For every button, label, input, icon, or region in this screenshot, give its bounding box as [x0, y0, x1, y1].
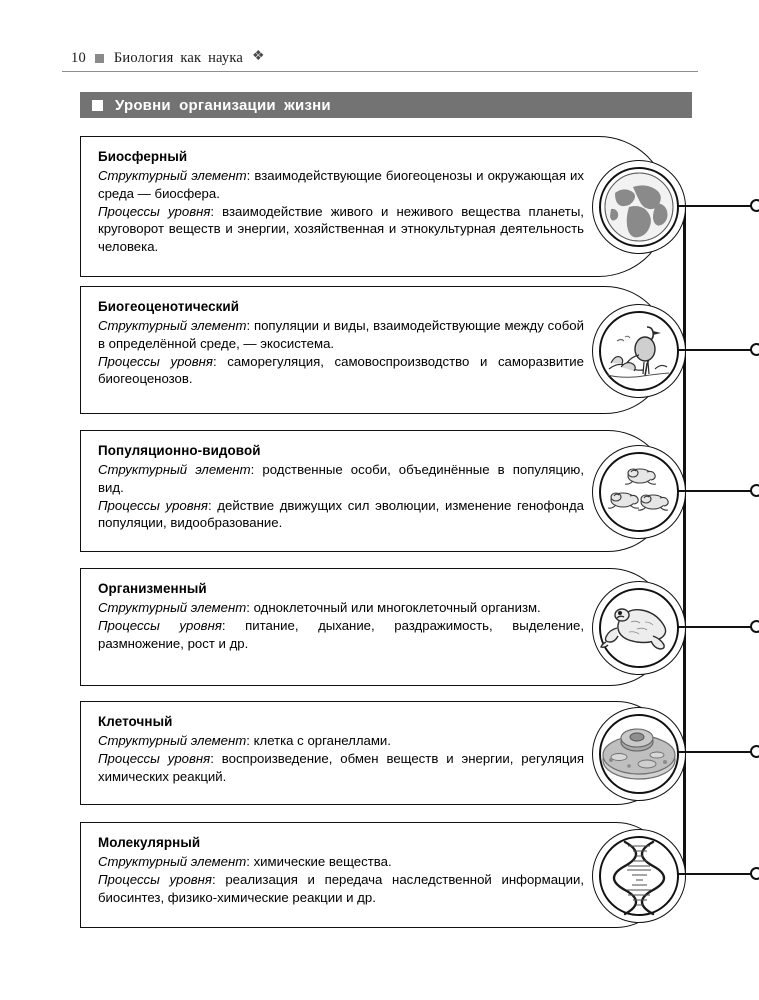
structural-element-text: : взаимодействующие биогеоценозы и окружающая их среда — биосфера. [98, 168, 584, 201]
level-processes-label: Процессы уровня [98, 353, 213, 369]
level-title: Биогеоценотический [98, 299, 240, 314]
level-processes-line [98, 353, 584, 389]
leaf-ornament-icon: ❖ [252, 49, 265, 64]
level-text-block [98, 148, 584, 256]
connector-node-ring-icon [750, 199, 759, 212]
level-processes-text: : взаимодействие живого и неживого вещества планеты, круговорот веществ и энергии, хозяйственная и этнокультурная деятельность человека. [98, 203, 584, 255]
level-processes-line [98, 497, 584, 533]
structural-element-text: : популяции и виды, взаимодействующие между собой в определённой среде, — экосистема. [98, 318, 584, 351]
level-processes-text: : питание, дыхание, раздражимость, выделение, размножение, рост и др. [98, 617, 584, 651]
level-title: Молекулярный [98, 835, 201, 850]
level-processes-label: Процессы уровня [98, 497, 208, 513]
level-structural-line [98, 599, 584, 617]
three-frogs-population-icon [592, 445, 686, 539]
level-title: Биосферный [98, 149, 188, 164]
gray-square-bullet-icon [95, 54, 104, 63]
connector-stub [677, 490, 753, 492]
level-structural-line [98, 167, 584, 203]
structural-element-label: Структурный элемент [98, 733, 247, 749]
connector-stub [677, 205, 753, 207]
white-square-bullet-icon [92, 100, 103, 111]
level-processes-line [98, 617, 584, 653]
structural-element-label: Структурный элемент [98, 168, 247, 184]
level-text-block [98, 298, 584, 388]
page-number: 10 [71, 49, 86, 66]
header-divider [62, 71, 698, 72]
level-processes-label: Процессы уровня [98, 617, 222, 633]
structural-element-text: : родственные особи, объединённые в популяцию, вид. [98, 462, 584, 495]
level-structural-line [98, 732, 584, 750]
level-title: Клеточный [98, 714, 173, 729]
connector-stub [677, 626, 753, 628]
level-processes-text: : реализация и передача наследственной информации, биосинтез, физико-химические реакции и др. [98, 871, 584, 905]
level-processes-label: Процессы уровня [98, 750, 211, 766]
dna-helix-icon [592, 829, 686, 923]
structural-element-text: : одноклеточный или многоклеточный организм. [246, 600, 541, 616]
level-title: Организменный [98, 581, 207, 596]
structural-element-label: Структурный элемент [98, 854, 247, 870]
connector-spine [683, 206, 686, 875]
connector-stub [677, 873, 753, 875]
connector-node-ring-icon [750, 343, 759, 356]
level-structural-line [98, 853, 584, 871]
section-title-bar [80, 92, 692, 118]
connector-stub [677, 349, 753, 351]
level-processes-text: : саморегуляция, самовоспроизводство и саморазвитие биогеоценозов. [98, 353, 584, 387]
running-head-title: Биология как наука [113, 49, 244, 66]
connector-stub [677, 751, 753, 753]
level-text-block [98, 834, 584, 906]
level-text-block [98, 580, 584, 652]
structural-element-label: Структурный элемент [98, 318, 247, 334]
level-processes-line [98, 750, 584, 786]
level-text-block [98, 713, 584, 785]
level-processes-label: Процессы уровня [98, 871, 212, 887]
single-frog-organism-icon [592, 581, 686, 675]
structural-element-text: : химические вещества. [246, 854, 392, 870]
running-head [71, 47, 688, 69]
structural-element-label: Структурный элемент [98, 600, 247, 616]
connector-node-ring-icon [750, 745, 759, 758]
level-title: Популяционно-видовой [98, 443, 261, 458]
level-processes-label: Процессы уровня [98, 203, 211, 219]
structural-element-label: Структурный элемент [98, 462, 251, 478]
level-text-block [98, 442, 584, 532]
animal-cell-icon [592, 707, 686, 801]
heron-ecosystem-icon [592, 304, 686, 398]
level-processes-line [98, 203, 584, 256]
level-processes-text: : воспроизведение, обмен веществ и энергии, регуляция химических реакций. [98, 750, 584, 784]
connector-node-ring-icon [750, 620, 759, 633]
structural-element-text: : клетка с органеллами. [246, 733, 391, 749]
level-structural-line [98, 461, 584, 497]
connector-node-ring-icon [750, 867, 759, 880]
level-processes-text: : действие движущих сил эволюции, изменение генофонда популяции, видообразование. [98, 497, 584, 531]
level-processes-line [98, 871, 584, 907]
connector-node-ring-icon [750, 484, 759, 497]
level-structural-line [98, 317, 584, 353]
section-title: Уровни организации жизни [115, 96, 331, 114]
globe-earth-icon [592, 160, 686, 254]
